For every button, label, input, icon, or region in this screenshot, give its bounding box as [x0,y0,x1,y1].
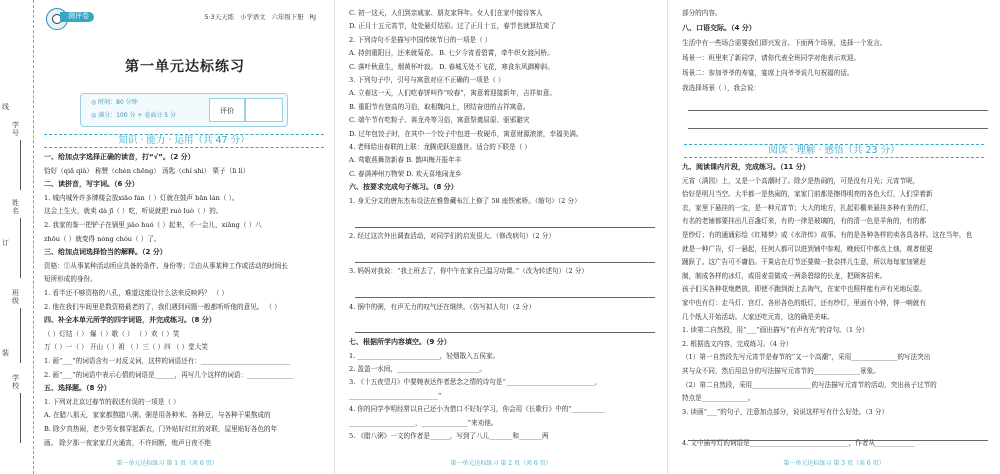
question-line: A. 在腊八那天，家家都熬腊八粥。粥是用各种米、各种豆，与各种干果熬成的 [44,411,271,420]
question-line: 1. 读第二自然段，用“___”画出描写“有声有光”的诗句。（1 分） [682,326,869,335]
page-3 [667,0,1000,474]
side-write-line [20,218,21,278]
question-line: 4. 锅中的粥，有声无力的叹气还在继续。（仿写拟人句）（2 分） [349,302,536,311]
question-line: 万（ ）一（ ） 开山（ ）祖 （ ）三（ ）四 （ ）堂大笑 [44,343,208,352]
question-line: C. 端午节有吃粽子、赛龙舟等习俗，寓意祭奠屈原、驱邪避灾 [349,116,530,125]
question-heading: 二、读拼音，写字词。（6 分） [44,180,139,189]
answer-line[interactable] [355,332,655,333]
question-line: 场景二：参加爷爷的寿宴，宴席上向爷爷说几句祝福的话。 [682,69,854,77]
question-heading: 五、选择题。（8 分） [44,384,111,393]
question-line: 2. 下列诗句不是描写中国传统节日的一项是（ ） [349,35,492,44]
time-info: ◎ 时间：80 分钟 [91,99,138,106]
question-line: 4. 老师给出春联的上联：龙腾虎跃迎盛世。适合的下联是（ ） [349,143,531,151]
side-label-ding: 订 [2,239,9,247]
question-heading: 八、口语交际。（4 分） [682,24,756,32]
question-line: C. 落叶秋意生，烟黄怀叶寂。 D. 春城无处不飞花，寒食东风御柳斜。 [349,62,554,71]
question-line: 1. 下列对北京过春节的叙述有误的一项是（ ） [44,397,180,406]
question-line: 孩子们买各种花炮燃放，即使不跑到街上去淘气，在家中也照样能有声有光地玩耍。 [682,285,926,294]
question-line: 3. 下列句子中，引号与寓意对应不正确的一项是（ ） [349,76,505,84]
side-write-line [20,308,21,363]
question-heading: 九、阅读课内片段，完成练习。（11 分） [682,163,810,171]
question-line: 1. 身无分文的唐东杰布设法在雅鲁藏布江上修了 58 座铁索桥。（缩句）（2 分） [349,196,581,205]
question-line: 画。 除夕那一夜家家灯火通宵，不许间断，炮声日夜不绝 [44,438,211,447]
question-line: 1. 看半还不够资格的八孔，难道这能设什么法来反映吗？ （ ） [44,289,229,297]
question-line: 4. 文中描写灯的词语是______________________________，作者从____________ [682,439,915,448]
question-line: 2. 画“___”的词语中表示心情的词语是______，再写几个这样的词语：______________ [44,370,294,379]
question-line: 这会上生火，就卖 dà jī（ ）吃，听说就把 ruò luò（ ）的。 [44,207,223,216]
series-info: 5·3天天练 小学语文 六年级下册 RJ [204,13,316,21]
question-line: 有名的老铺都要挂出几百盏灯来，有的一律是玻璃的，有的清一色是羊角的，有的都 [682,217,926,226]
side-label-xian: 线 [2,103,9,111]
question-line: 资格：①从事某种活动所应具备的条件、身份等；②由从事某种工作或活动的时间长 [44,261,288,270]
question-line: 踊跃了。这广告可不庸俗。干果店在灯节还要做一批杂拌儿生意，所以每每家加紧赶 [682,258,926,267]
question-line: 是纱灯；有的通通彩绘《红楼梦》或《水浒传》故事。有的是各种各样的卖各具各样。这在当年，也 [682,231,973,239]
question-line: ___________________________” [349,391,442,400]
question-line: 特点是______________。 [682,394,755,403]
side-label-name: 姓名 [12,199,19,215]
question-line: 2. 他在我们车间里是数资格最老的了，我们遇到问题一般都听听他的意见。 （ ） [44,302,281,311]
eval-box[interactable] [245,98,283,122]
page-2 [334,0,667,474]
question-line: ____________________，______________”来劝他。 [349,418,498,427]
answer-line[interactable] [688,128,988,129]
question-line: （1）第一自然段先写元宵节是春节的“又一个高潮”，采用______________的写法突出 [682,353,931,362]
question-line: 5. 《腊八粥》一文的作者是______，写到了八儿_______和_______两 [349,432,549,440]
question-line: 几个纸人开始活动。大家还吃元宵，这的确是美味。 [682,312,834,321]
score-info: ◎ 满分：100 分 + 卷面分 5 分 [91,112,176,119]
side-label-zhuang: 装 [2,349,9,357]
reading-section-band: 阅读 · 理解 · 感悟（共 23 分） [684,144,984,158]
page-title: 第一单元达标练习 [125,59,245,75]
header-bar [36,8,328,30]
section-band: 知识 · 能力 · 运用（共 47 分） [44,134,324,148]
question-line: （2）第二自然段，采用__________________的写法描写元宵节的活动，突出孩子过节的 [682,380,937,389]
question-line: 短所形成的身份。 [44,275,97,284]
question-line: 恰好是明月当空。大半都一是热闹的，家家门前都是擦得明亮的各色大灯，人们穿着新 [682,190,933,199]
question-line: 1. 城内城外许多牌楼会放xiāo fán（ ）灯就在鼓声 bān lán（ ）。 [44,193,239,202]
side-write-line [20,140,21,190]
question-heading: 一、给加点字选择正确的读音，打“√”。（2 分） [44,153,195,161]
question-line: 恰好（qiǎ qià） 称赞（chèn chēng） 汤匙（chí shi） 栗子（lì lì） [44,166,250,175]
side-write-line [20,393,21,443]
question-line: 2. 根据选文内容，完成练习。（4 分） [682,339,793,348]
side-label-school: 学校 [12,374,19,390]
page-footer: 第一单元达标练习 第 1 页（共 6 页） [116,460,218,468]
question-line: 场景一：班里来了新同学，请你代表全班同学对他表示欢迎。 [682,54,861,62]
question-line: 生活中有一些场合需要我们即兴发言。下面两个场景，选择一个发言。 [682,39,887,47]
question-line: B. 除夕真热闹，老少男女都穿起新衣，门外贴好红红的对联，屋里贴好各色的年 [44,425,278,433]
question-line: 4. 你的同学李明经常以自己还小为借口不好好学习，你会用《长歌行》中的“__________ [349,405,605,414]
question-line: C. 初一这天，人们到亲戚家、朋友家拜年。女人们在家中接待客人 [349,9,543,17]
answer-line[interactable] [355,297,655,298]
question-line: 2. 盈盈一水间，_________________________。 [349,365,486,373]
question-heading: 四、补全本单元所学的四字词语，并完成练习。（8 分） [44,316,216,325]
answer-line[interactable] [688,440,988,441]
question-line: 元宵（满园）上，又是一个高潮时了。除夕是热闹的，可是没有月光；元宵节呢， [682,176,920,185]
question-line: D. 过年包饺子时，在其中一个饺子中包进一枚硬币，寓意财源滚滚，幸福美满。 [349,129,583,138]
question-line: 就是一种广告，灯一悬起，任何人都可以进到铺中参观，晚间灯中都点上烛，观者便更 [682,244,933,253]
answer-line[interactable] [355,227,655,228]
question-line: 3. 妈妈对我说：“我上班去了，你中午在家自己温习功课。”（改为转述句）（2 分） [349,267,589,276]
question-line: 我选择场景（ ），我会说： [682,84,760,92]
question-line: 制，制成各样的冰灯，或用麦苗做成一两条碧绿的长龙，把顾客招来。 [682,271,887,280]
question-line: 家中也有灯：走马灯、宫灯、各形各色的纸灯，还有纱灯，里面有小钟，钟一响就有 [682,299,926,307]
question-line: 3. 读画“___”的句子，注意加点部分，说说这样写有什么好处。（3 分） [682,407,889,416]
side-label-xuehao: 学号 [12,121,19,137]
question-line: A. 立春这一天，人们吃春饼叫作“咬春”，寓意着迎接新年，吉祥如意。 [349,89,556,98]
question-line: 3. 《十五夜望月》中要婉表达作者思念之情的诗句是“___________________________, [349,378,597,387]
page-footer: 第一单元达标练习 第 2 页（共 6 页） [450,460,552,468]
side-label-class: 班级 [12,289,19,305]
question-line: 1. 画“___”的词语含有一对反义词，这样的词语还有：___________________________ [44,357,290,365]
question-line: C. 春满神州万物荣 D. 欢天喜地闹龙乡 [349,169,462,178]
answer-line[interactable] [688,110,988,111]
question-line: D. 正月十五元宵节，处处悬灯结彩。过了正月十五，春节也就算结束了 [349,22,557,31]
info-box [80,93,288,127]
question-line: 2. 我家的鉴一把铲子在锅里 jiǎo huó（ ）起来，不一会儿，xiāng（ ）八 [44,221,262,229]
question-line: zhōu（ ）就变得 nóng chóu（ ）了。 [44,234,161,243]
binding-margin [0,0,34,474]
question-line: 1. _________________________，轻烟散入五侯家。 [349,351,500,360]
question-line: A. 持剑重阳日，还来就菊花。 B. 七夕今宵看碧霄，牵牛织女渡河桥。 [349,49,554,58]
question-heading: 六、按要求完成句子练习。（8 分） [349,183,458,192]
question-heading: 三、给加点词选择恰当的解释。（2 分） [44,248,167,257]
question-line: 部分的内容。 [682,9,722,17]
question-heading: 七、根据所学内容填空。（9 分） [349,338,451,347]
page-1 [0,0,334,474]
question-line: 衣，家里下悬挂的一宝，是一种元宵节；大大的地方，扎起彩棚来悬挂多种有美的灯， [682,203,933,212]
question-line: B. 重阳节有登高的习俗，取相魏向上，团结奋进的吉祥寓意。 [349,102,530,111]
test-tag: 测评卷 [60,12,94,22]
eval-label: 评价 [209,98,245,122]
question-line: 其与众不同，然后用总分的写法描写元宵节的______________景象。 [682,367,880,375]
page-footer: 第一单元达标练习 第 3 页（共 6 页） [783,460,885,468]
question-line: 2. 经过这次外出调查活动，对同学们的启发很大。（修改病句）（2 分） [349,232,555,240]
answer-line[interactable] [355,262,655,263]
question-line: （ ）灯结（ ） 爆（ ）歌（ ） （ ）欢（ ）笑 [44,329,180,338]
question-line: A. 莺歌燕舞贺新春 B. 鹊叫梅开报年丰 [349,156,462,165]
